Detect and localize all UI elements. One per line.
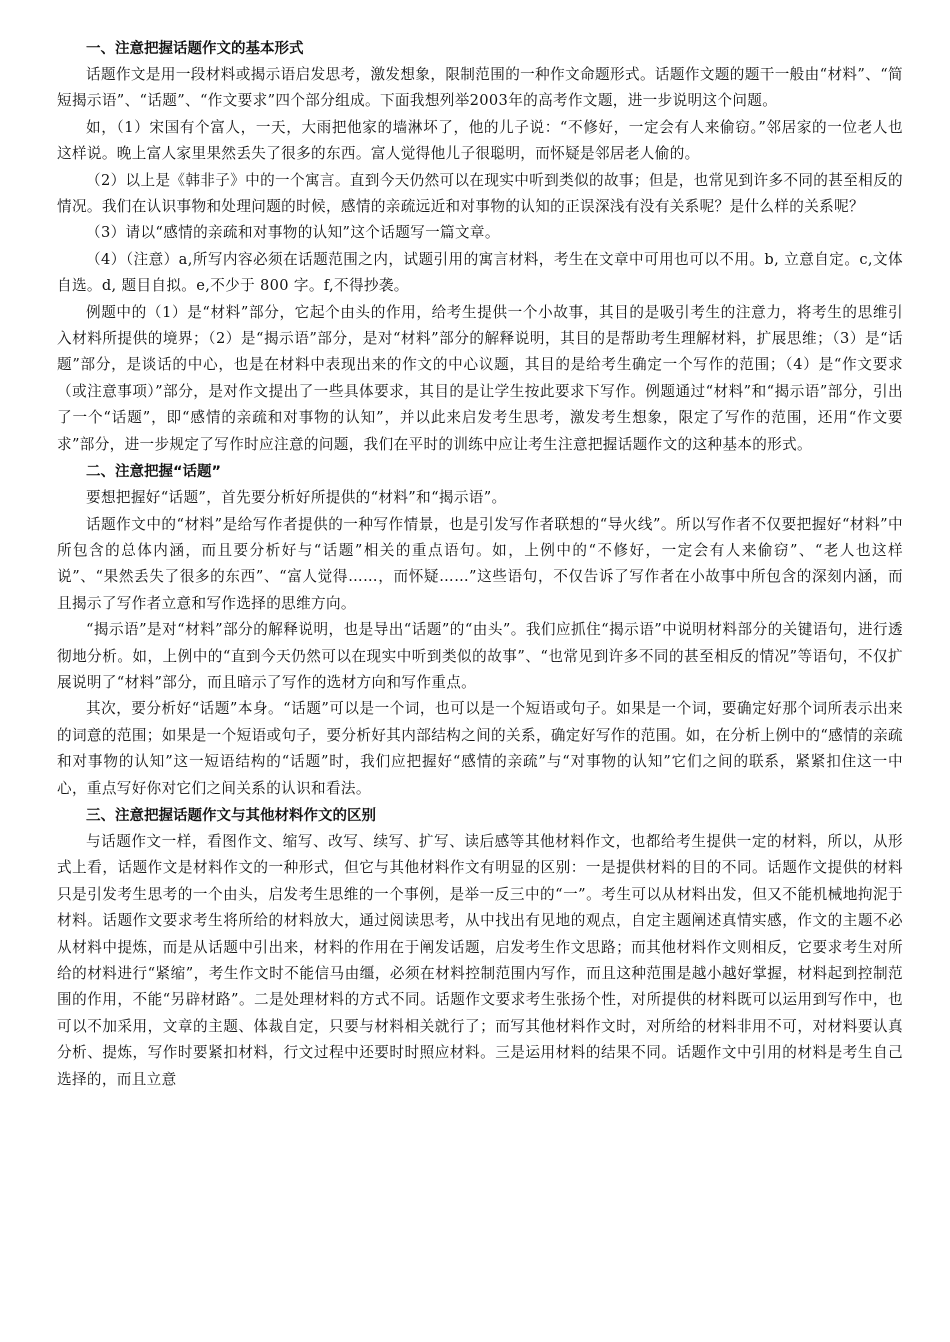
section-3-heading: 三、注意把握话题作文与其他材料作文的区别 <box>86 807 376 824</box>
section-2-heading: 二、注意把握“话题” <box>86 464 222 481</box>
section-1-paragraph: （3）请以“感情的亲疏和对事物的认知”这个话题写一篇文章。 <box>86 224 500 242</box>
section-1-paragraph: （4）（注意）a,所写内容必须在话题范围之内，试题引用的寓言材料，考生在文章中可用也可以不用。b, 立意自定。c,文体自选。d, 题目自拟。e,不少于 800 字。f,不得抄袭。 <box>57 250 903 295</box>
section-1-paragraph: （2）以上是《韩非子》中的一个寓言。直到今天仍然可以在现实中听到类似的故事；但是，也常见到许多不同的甚至相反的情况。我们在认识事物和处理问题的时候，感情的亲疏远近和对事物的认知的正误深浅有没有关系呢？是什么样的关系呢？ <box>57 171 903 216</box>
section-1-heading: 一、注意把握话题作文的基本形式 <box>86 41 304 57</box>
document-page <box>57 36 903 1093</box>
section-3-paragraph: 与话题作文一样，看图作文、缩写、改写、续写、扩写、读后感等其他材料作文，也都给考生提供一定的材料，所以，从形式上看，话题作文是材料作文的一种形式，但它与其他材料作文有明显的区别：一是提供材料的目的不同。话题作文提供的材料只是引发考生思考的一个由头，启发考生思维的一个事例，是举一反三中的“一”。考生可以从材料出发，但又不能机械地拘泥于材料。话题作文要求考生将所给的材料放大，通过阅读思考，从中找出有见地的观点，自定主题阐述真情实感，作文的主题不必从材料中提炼，而是从话题中引出来，材料的作用在于阐发话题，启发考生作文思路；而其他材料作文则相反，它要求考生对所给的材料进行“紧缩”，考生作文时不能信马由缰，必须在材料控制范围内写作，而且这种范围是越小越好掌握，材料起到控制范围的作用，不能“另辟材路”。二是处理材料的方式不同。话题作文要求考生张扬个性，对所提供的材料既可以运用到写作中，也可以不加采用，文章的主题、体裁自定，只要与材料相关就行了；而写其他材料作文时，对所给的材料非用不可，对材料要认真分析、提炼，写作时要紧扣材料，行文过程中还要时时照应材料。三是运用材料的结果不同。话题作文中引用的材料是考生自己选择的，而且立意 <box>57 832 903 1088</box>
section-1-paragraph: 话题作文是用一段材料或揭示语启发思考，激发想象，限制范围的一种作文命题形式。话题作文题的题干一般由“材料”、“简短揭示语”、“话题”、“作文要求”四个部分组成。下面我想列举2003年的高考作文题，进一步说明这个问题。 <box>57 66 903 110</box>
section-2-paragraph: 话题作文中的“材料”是给写作者提供的一种写作情景，也是引发写作者联想的“导火线”。所以写作者不仅要把握好“材料”中所包含的总体内涵，而且要分析好与“话题”相关的重点语句。如，上例中的“不修好，一定会有人来偷窃”、“老人也这样说”、“果然丢失了很多的东西”、“富人觉得……，而怀疑……”这些语句，不仅告诉了写作者在小故事中所包含的深刻内涵，而且揭示了写作者立意和写作选择的思维方向。 <box>57 515 903 612</box>
section-1-paragraph: 例题中的（1）是“材料”部分，它起个由头的作用，给考生提供一个小故事，其目的是吸引考生的注意力，将考生的思维引入材料所提供的境界；（2）是“揭示语”部分，是对“材料”部分的解释说明，其目的是帮助考生理解材料，扩展思维；（3）是“话题”部分，是谈话的中心，也是在材料中表现出来的作文的中心议题，其目的是给考生确定一个写作的范围；（4）是“作文要求（或注意事项）”部分，是对作文提出了一些具体要求，其目的是让学生按此要求下写作。例题通过“材料”和“揭示语”部分，引出了一个“话题”，即“感情的亲疏和对事物的认知”，并以此来启发考生思考，激发考生想象，限定了写作的范围，还用“作文要求”部分，进一步规定了写作时应注意的问题，我们在平时的训练中应让考生注意把握话题作文的这种基本的形式。 <box>57 303 903 453</box>
section-1-paragraph: 如，（1）宋国有个富人，一天，大雨把他家的墙淋坏了，他的儿子说：“不修好，一定会有人来偷窃。”邻居家的一位老人也这样说。晚上富人家里果然丢失了很多的东西。富人觉得他儿子很聪明，而怀疑是邻居老人偷的。 <box>57 118 903 163</box>
section-2-paragraph: “揭示语”是对“材料”部分的解释说明，也是导出“话题”的“由头”。我们应抓住“揭示语”中说明材料部分的关键语句，进行透彻地分析。如，上例中的“直到今天仍然可以在现实中听到类似的故事”、“也常见到许多不同的甚至相反的情况”等语句，不仅扩展说明了“材料”部分，而且暗示了写作的选材方向和写作重点。 <box>57 621 903 691</box>
section-2-paragraph: 其次，要分析好“话题”本身。“话题”可以是一个词，也可以是一个短语或句子。如果是一个词，要确定好那个词所表示出来的词意的范围；如果是一个短语或句子，要分析好其内部结构之间的关系，确定好写作的范围。如，在分析上例中的“感情的亲疏和对事物的认知”这一短语结构的“话题”时，我们应把握好“感情的亲疏”与“对事物的认知”它们之间的联系，紧紧扣住这一中心，重点写好你对它们之间关系的认识和看法。 <box>57 700 903 797</box>
section-2-paragraph: 要想把握好“话题”，首先要分析好所提供的“材料”和“揭示语”。 <box>86 489 507 507</box>
